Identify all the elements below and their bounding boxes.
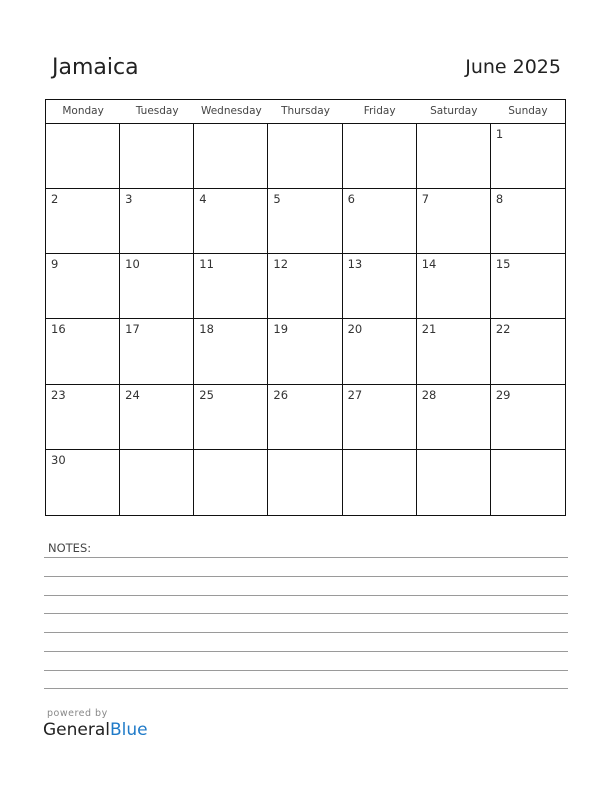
- day-number: 9: [51, 257, 59, 272]
- day-number: 20: [347, 322, 363, 337]
- day-number: 17: [125, 322, 140, 337]
- day-cell: [417, 319, 491, 384]
- day-cell: [46, 254, 120, 319]
- weekday-tuesday: Tuesday: [135, 105, 179, 117]
- notes-line: [44, 613, 568, 614]
- day-cell: [46, 450, 120, 515]
- day-cell: [194, 254, 268, 319]
- day-cell: [194, 189, 268, 254]
- notes-line: [44, 595, 568, 596]
- notes-line: [44, 632, 568, 633]
- notes-line: [44, 576, 568, 577]
- day-cell: [343, 450, 417, 515]
- calendar-country-title: Jamaica: [52, 55, 139, 80]
- day-number: 7: [421, 192, 430, 207]
- notes-line: [44, 651, 568, 652]
- day-number: 14: [421, 257, 437, 272]
- day-number: 13: [347, 257, 363, 272]
- day-cell: [120, 189, 194, 254]
- day-number: 19: [273, 322, 289, 337]
- day-number: 1: [495, 127, 504, 141]
- day-cell: [343, 189, 417, 254]
- day-number: 12: [273, 257, 289, 272]
- day-cell: [268, 124, 342, 189]
- day-number: 8: [495, 192, 504, 207]
- day-number: 30: [51, 452, 66, 467]
- day-cell: [120, 254, 194, 319]
- day-cell: [46, 385, 120, 450]
- day-cell: [491, 254, 565, 319]
- day-number: 3: [125, 192, 133, 207]
- day-cell: [268, 254, 342, 319]
- day-cell: [417, 450, 491, 515]
- day-number: 5: [273, 192, 281, 207]
- day-cell: [268, 385, 342, 450]
- weekday-friday: Friday: [363, 105, 396, 117]
- day-number: 25: [199, 387, 214, 402]
- brand-general: General: [43, 720, 110, 740]
- day-cell: [417, 189, 491, 254]
- weekday-saturday: Saturday: [430, 105, 478, 117]
- day-number: 16: [51, 322, 66, 337]
- day-cell: [120, 319, 194, 384]
- day-cells: [46, 124, 565, 515]
- day-cell: [417, 124, 491, 189]
- day-cell: [491, 319, 565, 384]
- day-cell: [46, 124, 120, 189]
- day-number: 2: [51, 192, 59, 207]
- day-cell: [491, 450, 565, 515]
- day-cell: [120, 124, 194, 189]
- day-number: 26: [273, 387, 289, 402]
- day-cell: [268, 319, 342, 384]
- day-number: 15: [495, 257, 511, 272]
- day-cell: [491, 124, 565, 189]
- day-cell: [417, 385, 491, 450]
- day-number: 28: [421, 387, 437, 402]
- day-cell: [194, 124, 268, 189]
- notes-label: NOTES:: [48, 541, 92, 555]
- day-number: 6: [347, 192, 355, 207]
- day-cell: [194, 319, 268, 384]
- day-cell: [194, 450, 268, 515]
- day-number: 4: [199, 192, 207, 207]
- day-number: 27: [347, 387, 363, 402]
- day-cell: [120, 450, 194, 515]
- day-cell: [343, 254, 417, 319]
- calendar-grid: [45, 99, 566, 516]
- day-cell: [268, 450, 342, 515]
- day-number: 29: [495, 387, 511, 402]
- notes-line: [44, 688, 568, 689]
- day-cell: [46, 189, 120, 254]
- weekday-sunday: Sunday: [508, 105, 548, 117]
- generalblue-logo: [43, 720, 148, 740]
- day-number: 22: [495, 322, 511, 337]
- day-cell: [46, 319, 120, 384]
- day-cell: [120, 385, 194, 450]
- day-number: 10: [125, 257, 140, 272]
- day-cell: [194, 385, 268, 450]
- powered-by-label: powered by: [47, 708, 108, 719]
- weekday-header-row: [46, 100, 565, 124]
- day-cell: [343, 319, 417, 384]
- brand-blue: Blue: [110, 720, 148, 740]
- day-cell: [343, 124, 417, 189]
- day-number: 21: [421, 322, 437, 337]
- weekday-wednesday: Wednesday: [200, 105, 262, 117]
- day-cell: [268, 189, 342, 254]
- day-cell: [417, 254, 491, 319]
- day-cell: [491, 189, 565, 254]
- weekday-thursday: Thursday: [281, 105, 330, 117]
- day-number: 18: [199, 322, 214, 337]
- calendar-month-title: June 2025: [465, 56, 561, 78]
- weekday-monday: Monday: [62, 105, 104, 117]
- day-number: 23: [51, 387, 66, 402]
- notes-line: [44, 557, 568, 558]
- day-number: 24: [125, 387, 140, 402]
- notes-line: [44, 670, 568, 671]
- day-cell: [491, 385, 565, 450]
- day-cell: [343, 385, 417, 450]
- day-number: 11: [199, 257, 214, 272]
